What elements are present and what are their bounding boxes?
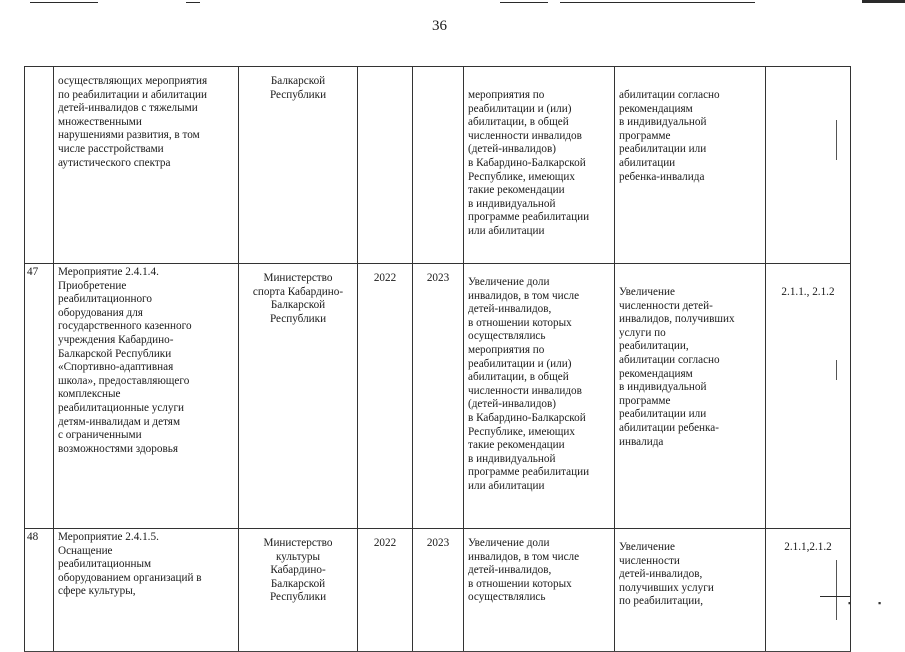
row-number: 48 — [25, 529, 54, 652]
table-row — [25, 264, 851, 529]
link-indicators: 2.1.1., 2.1.2 — [766, 264, 851, 529]
table-row — [25, 529, 851, 652]
page-number: 36 — [432, 18, 447, 34]
executor: Министерство спорта Кабардино- Балкарской Республики — [239, 264, 358, 529]
year-end: 2023 — [413, 529, 464, 652]
scan-artifact-line — [186, 2, 200, 3]
scan-artifact-line — [30, 2, 98, 3]
activities-table — [24, 66, 851, 652]
year-start — [358, 67, 413, 264]
link-indicators — [766, 67, 851, 264]
activity-name: Мероприятие 2.4.1.5. Оснащение реабилитационным оборудованием организаций в сфере культуры, — [54, 529, 239, 652]
indicator: мероприятия по реабилитации и (или) абилитации, в общей численности инвалидов (детей-инвалидов) в Кабардино-Балкарской Республике, имеющих такие рекомендации в индивидуальной программе реабилитации или абилитации — [464, 67, 615, 264]
scan-margin-mark — [836, 560, 837, 620]
row-number — [25, 67, 54, 264]
scan-speck: ▪ — [848, 598, 852, 608]
scan-artifact-line — [560, 2, 755, 3]
executor: Министерство культуры Кабардино- Балкарской Республики — [239, 529, 358, 652]
row-number: 47 — [25, 264, 54, 529]
activity-name: осуществляющих мероприятия по реабилитации и абилитации детей-инвалидов с тяжелыми множественными нарушениями развития, в том числе расстройствами аутистического спектра — [54, 67, 239, 264]
scan-artifact-line — [820, 596, 850, 597]
expected-result: абилитации согласно рекомендациям в индивидуальной программе реабилитации или абилитации ребенка-инвалида — [615, 67, 766, 264]
indicator: Увеличение доли инвалидов, в том числе детей-инвалидов, в отношении которых осуществлялись мероприятия по реабилитации и (или) абилитации, в общей численности инвалидов (детей-инвалидов) в Кабардино-Балкарской Республике, имеющих такие рекомендации в индивидуальной программе реабилитации или абилитации — [464, 264, 615, 529]
scan-speck: ▪ — [878, 598, 882, 608]
year-end — [413, 67, 464, 264]
expected-result: Увеличение численности детей- инвалидов, получивших услуги по реабилитации, абилитации согласно рекомендациям в индивидуальной программе реабилитации или абилитации ребенка- инвалида — [615, 264, 766, 529]
year-end: 2023 — [413, 264, 464, 529]
executor: Балкарской Республики — [239, 67, 358, 264]
scan-margin-mark — [836, 360, 837, 380]
scan-artifact-block — [862, 0, 905, 3]
year-start: 2022 — [358, 529, 413, 652]
scan-artifact-line — [500, 2, 548, 3]
link-indicators: 2.1.1,2.1.2 — [766, 529, 851, 652]
scan-margin-mark — [836, 120, 837, 160]
indicator: Увеличение доли инвалидов, в том числе детей-инвалидов, в отношении которых осуществлялись — [464, 529, 615, 652]
year-start: 2022 — [358, 264, 413, 529]
activity-name: Мероприятие 2.4.1.4. Приобретение реабилитационного оборудования для государственного казенного учреждения Кабардино- Балкарской Республики «Спортивно-адаптивная школа», предоставляющего комплексные реабилитационные услуги детям-инвалидам и детям с ограниченными возможностями здоровья — [54, 264, 239, 529]
table-row — [25, 67, 851, 264]
expected-result: Увеличение численности детей-инвалидов, получивших услуги по реабилитации, — [615, 529, 766, 652]
